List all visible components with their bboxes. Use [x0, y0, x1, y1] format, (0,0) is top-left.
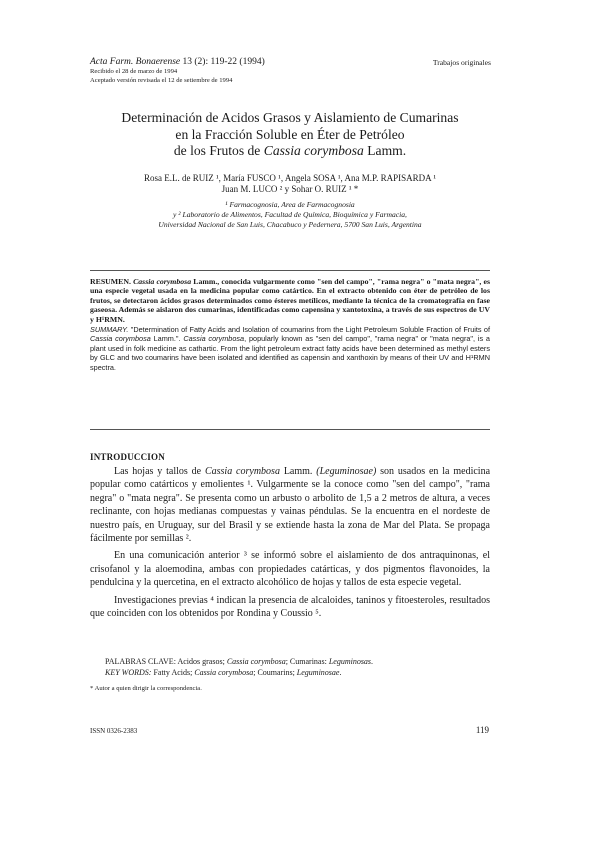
intro-species: Cassia corymbosa: [204, 466, 280, 477]
abstract-top-rule: [90, 270, 490, 271]
summary-text-1: "Determination of Fatty Acids and Isolation of coumarins from the Light Petroleum Soluble Fraction of Fruits of: [128, 325, 490, 335]
intro-paragraph-1: [90, 465, 490, 545]
keywords-es-text-a: Acidos grasos;: [175, 657, 227, 666]
keywords-es-family: Leguminosas: [328, 657, 372, 666]
abstract-english: [90, 325, 490, 372]
keywords-spanish: [105, 657, 490, 668]
key-words-label: KEY WORDS:: [105, 667, 152, 677]
introduction-body: [90, 465, 490, 624]
keywords-es-text-b: ; Cumarinas:: [285, 657, 329, 666]
summary-text-2: Lamm.".: [150, 334, 184, 344]
affiliation-line-2: y ² Laboratorio de Alimentos, Facultad de Química, Bioquímica y Farmacia,: [173, 210, 407, 219]
title-line-2: en la Fracción Soluble en Éter de Petróleo: [175, 126, 405, 142]
intro-paragraph-2: En una comunicación anterior ³ se informó sobre el aislamiento de dos antraquinonas, el crisofanol y la aloemodina, ambas con propiedades catárticas, y dos pigmentos flavonoides, la pendulcina y la quercetina, en el extracto alcohólico de hojas y tallos de esta especie vegetal.: [90, 550, 490, 589]
page-number: 119: [475, 725, 489, 735]
journal-citation: [90, 58, 265, 67]
title-line-3: [60, 143, 520, 160]
affiliations: [60, 200, 520, 230]
intro-p1-text-c: son usados en la medicina popular como catárticos y emolientes ¹. Vulgarmente se la conoce como "sen del campo", "rama negra" o "mata negra". Se presenta como un arbusto o arbolito de 1,5 a 2 metros de altura, a veces reclinante, con hojas medianas compuestas y vainas péndulas. Se la encuentra en el nordeste de nuestro país, en Uruguay, sur del Brasil y se extiende hasta la zona de Mar del Plata. Se propaga fácilmente por semillas ².: [90, 466, 491, 545]
section-heading-introduccion: INTRODUCCION: [90, 452, 165, 462]
title-line-3-suffix: Lamm.: [363, 143, 407, 158]
affiliation-line-3: Universidad Nacional de San Luis, Chacabuco y Pedernera, 5700 San Luis, Argentina: [158, 220, 422, 229]
title-species: Cassia corymbosa: [263, 143, 364, 158]
summary-text-3: , popularly known as "sen del campo", "rama negra" or "mata negra", is a plant used in folk medicine as cathartic. From the light petroleum extract fatty acids have been determined as methyl esters by GLC and two coumarins have been isolated and identified as capensin and xanthoxin by means of their UV and H¹RMN spectra.: [90, 334, 490, 372]
keywords-en-text-a: Fatty Acids;: [151, 667, 195, 677]
abstract-spanish: [90, 277, 490, 324]
authors-line-2: Juan M. LUCO ² y Sohar O. RUIZ ¹ *: [221, 184, 359, 194]
keywords-en-text-c: .: [339, 667, 342, 677]
resumen-label: RESUMEN.: [90, 277, 131, 286]
journal-header: [90, 58, 265, 85]
article-title: [60, 110, 520, 160]
authors-line-1: Rosa E.L. de RUIZ ¹, María FUSCO ¹, Angela SOSA ¹, Ana M.P. RAPISARDA ¹: [143, 173, 437, 183]
section-label: Trabajos originales: [432, 58, 491, 67]
keywords-es-text-c: .: [371, 657, 374, 666]
title-line-3-prefix: de los Frutos de: [173, 143, 264, 158]
abstract-block: [90, 277, 490, 372]
keywords-block: [105, 657, 490, 679]
journal-reference: 13 (2): 119-22 (1994): [180, 57, 265, 67]
keywords-en-text-b: ; Coumarins;: [253, 667, 297, 677]
abstract-species: Cassia corymbosa: [133, 277, 192, 286]
journal-name: Acta Farm. Bonaerense: [90, 57, 181, 67]
abstract-bottom-rule: [90, 429, 490, 430]
accepted-date: Aceptado versión revisada el 12 de setiembre de 1994: [90, 77, 233, 84]
issn: ISSN 0326-2383: [90, 727, 138, 735]
keywords-en-family: Leguminosae: [296, 667, 340, 677]
keywords-en-species: Cassia corymbosa: [194, 667, 254, 677]
resumen-text: Lamm., conocida vulgarmente como "sen del campo", "rama negra" o "mata negra", es una especie vegetal usada en la medicina popular como catártico. En el extracto obtenido con éter de petróleo de los frutos, se detectaron ácidos grasos determinados como ésteres metílicos, mediante la técnica de la cromatografía en fase gaseosa. Además se aislaron dos cumarinas, identificadas como capensina y xantotoxina, a través de sus espectros de UV y H¹RMN.: [90, 277, 490, 324]
keywords-es-species: Cassia corymbosa: [226, 657, 286, 666]
palabras-clave-label: PALABRAS CLAVE:: [105, 657, 176, 666]
keywords-english: [105, 668, 490, 679]
title-line-1: Determinación de Acidos Grasos y Aislamiento de Cumarinas: [121, 110, 459, 125]
intro-family: (Leguminosae): [316, 466, 377, 477]
intro-p1-text-b: Lamm.: [279, 466, 317, 477]
author-list: [60, 173, 520, 195]
affiliation-line-1: ¹ Farmacognosia, Area de Farmacognosia: [225, 200, 355, 209]
intro-paragraph-3: Investigaciones previas ⁴ indican la presencia de alcaloides, taninos y fitoesteroles, resultados que coinciden con los obtenidos por Rondina y Coussio ⁵.: [90, 594, 490, 620]
summary-species-1: Cassia corymbosa: [90, 334, 151, 344]
intro-p1-text-a: Las hojas y tallos de: [114, 466, 205, 477]
summary-label: SUMMARY.: [90, 325, 129, 335]
summary-species-2: Cassia corymbosa: [183, 334, 245, 344]
received-date: Recibido el 28 de marzo de 1994: [90, 68, 178, 75]
corresponding-author-footnote: * Autor a quien dirigir la correspondencia.: [90, 685, 202, 692]
